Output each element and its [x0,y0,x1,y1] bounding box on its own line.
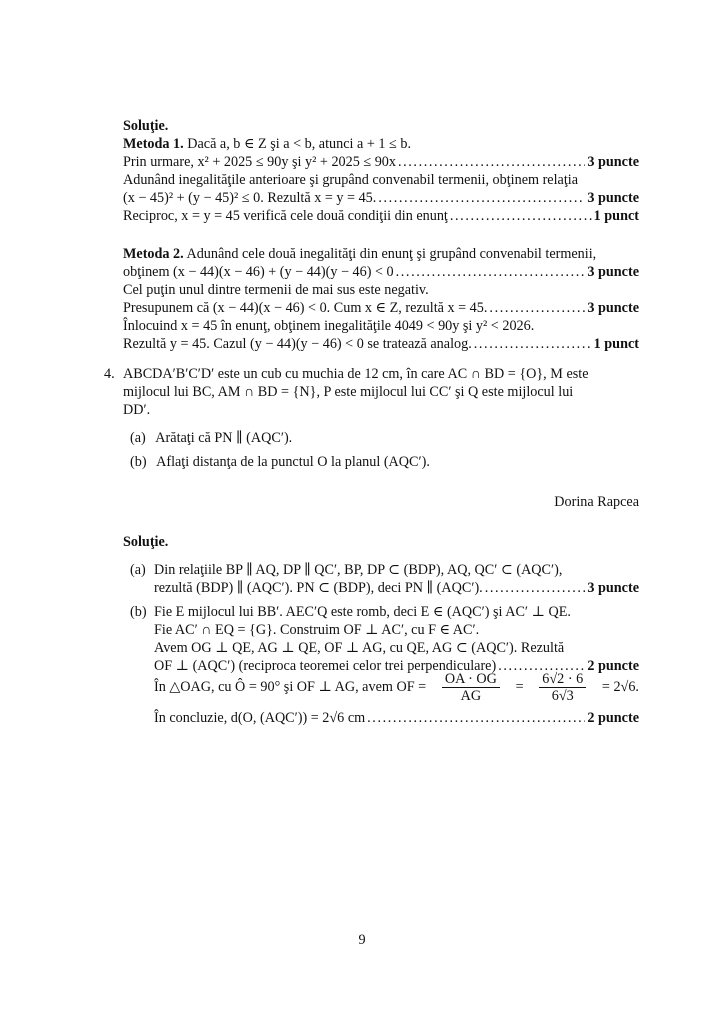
solution-heading: Soluţie. [123,118,169,134]
fraction-numeric [539,671,586,704]
sol4-a-line2 [154,580,639,598]
points-label: 3 puncte [587,264,639,280]
part-b-label: (b) [130,454,147,470]
sol4-b-line5 [154,671,639,704]
sol4-b-line5-pre: În △OAG, cu Ô = 90° şi OF ⊥ AG, avem OF = [154,678,427,695]
method1-text: Dacă a, b ∈ Z şi a < b, atunci a + 1 ≤ b. [183,136,412,152]
page-number: 9 [358,932,366,948]
points-label: 1 punct [593,336,639,352]
points-label: 3 puncte [587,154,639,170]
author-name: Dorina Rapcea [554,494,639,510]
part-a-label: (a) [130,430,146,446]
leader-dots [367,710,585,728]
method2-line5: Înlocuind x = 45 în enunţ, obţinem inegalităţile 4049 < 90y şi y² < 2026. [123,318,535,334]
fraction-numerator: OA · OG [442,671,500,688]
points-label: 3 puncte [587,190,639,206]
problem4-line3: DD′. [123,402,151,418]
sol4-a-line2-text: rezultă (BDP) ∥ (AQC′). PN ⊂ (BDP), deci PN ∥ (AQC′). [154,580,483,596]
problem-number: 4. [104,366,115,382]
fraction-numerator: 6√2 · 6 [539,671,586,688]
sol4-b-line3: Avem OG ⊥ QE, AG ⊥ QE, OF ⊥ AG, cu QE, AG ⊂ (AQC′). Rezultă [154,640,565,656]
method1-line4-text: (x − 45)² + (y − 45)² ≤ 0. Rezultă x = y = 45. [123,190,377,206]
sol4-b-label: (b) [130,604,147,620]
leader-dots [398,154,585,172]
solution-heading: Soluţie. [123,534,169,550]
method2-line2 [123,264,639,282]
problem4-line1: ABCDA′B′C′D′ este un cub cu muchia de 12 cm, în care AC ∩ BD = {O}, M este [123,366,589,382]
sol4-a-text1: Din relaţiile BP ∥ AQ, DP ∥ QC′, BP, DP ⊂ (BDP), AQ, QC′ ⊂ (AQC′), [154,562,563,578]
part-a-text: Arătaţi că PN ∥ (AQC′). [155,430,293,446]
problem4-part-b [130,454,639,472]
sol4-b-line1: Fie E mijlocul lui BB′. AEC′Q este romb, deci E ∈ (AQC′) şi AC′ ⊥ QE. [154,604,571,620]
method1-line5 [123,208,639,226]
result-value: = 2√6. [601,678,639,695]
sol4-a-label: (a) [130,562,146,578]
method2-line3: Cel puţin unul dintre termenii de mai sus este negativ. [123,282,429,298]
method2-line4-text: Presupunem că (x − 44)(x − 46) < 0. Cum x ∈ Z, rezultă x = 45. [123,300,488,316]
leader-dots [474,336,592,354]
points-label: 1 punct [593,208,639,224]
leader-dots [396,264,586,282]
leader-dots [450,208,592,226]
leader-dots [378,190,585,208]
method2-line6 [123,336,639,354]
method1-line1 [123,136,639,154]
problem4-part-a [130,430,639,448]
method1-line4 [123,190,639,208]
method1-line3: Adunând inegalităţile anterioare şi grupând convenabil termenii, obţinem relaţia [123,172,579,188]
fraction-denominator: AG [460,688,482,704]
problem4-line2: mijlocul lui BC, AM ∩ BD = {N}, P este mijlocul lui CC′ şi Q este mijlocul lui [123,384,574,400]
method1-line2 [123,154,639,172]
fraction-oa-og-over-ag [442,671,500,704]
equals-sign: = [515,678,524,695]
method2-label: Metoda 2. [123,246,184,262]
sol4-b-line6 [154,710,639,728]
method1-line5-text: Reciproc, x = y = 45 verifică cele două condiţii din enunţ [123,208,448,224]
points-label: 3 puncte [587,300,639,316]
method2-line4 [123,300,639,318]
method2-line2-text: obţinem (x − 44)(x − 46) + (y − 44)(y − 46) < 0 [123,264,394,280]
method2-line6-text: Rezultă y = 45. Cazul (y − 44)(y − 46) < 0 se tratează analog. [123,336,472,352]
sol4-b-line2: Fie AC′ ∩ EQ = {G}. Construim OF ⊥ AC′, cu F ∈ AC′. [154,622,480,638]
points-label: 2 puncte [587,658,639,674]
leader-dots [485,580,586,598]
fraction-denominator: 6√3 [551,688,574,704]
points-label: 3 puncte [587,580,639,596]
sol4-b-line6-text: În concluzie, d(O, (AQC′)) = 2√6 cm [154,710,366,726]
part-b-text: Aflaţi distanţa de la punctul O la planul (AQC′). [156,454,430,470]
points-label: 2 puncte [587,710,639,726]
method1-label: Metoda 1. [123,136,184,152]
sol4-b-line4-text: OF ⊥ (AQC′) (reciproca teoremei celor trei perpendiculare) [154,658,497,674]
method2-line1 [123,246,639,264]
leader-dots [489,300,585,318]
method2-text: Adunând cele două inegalităţi din enunţ şi grupând convenabil termenii, [183,246,597,262]
method1-line2-text: Prin urmare, x² + 2025 ≤ 90y şi y² + 2025 ≤ 90x [123,154,396,170]
